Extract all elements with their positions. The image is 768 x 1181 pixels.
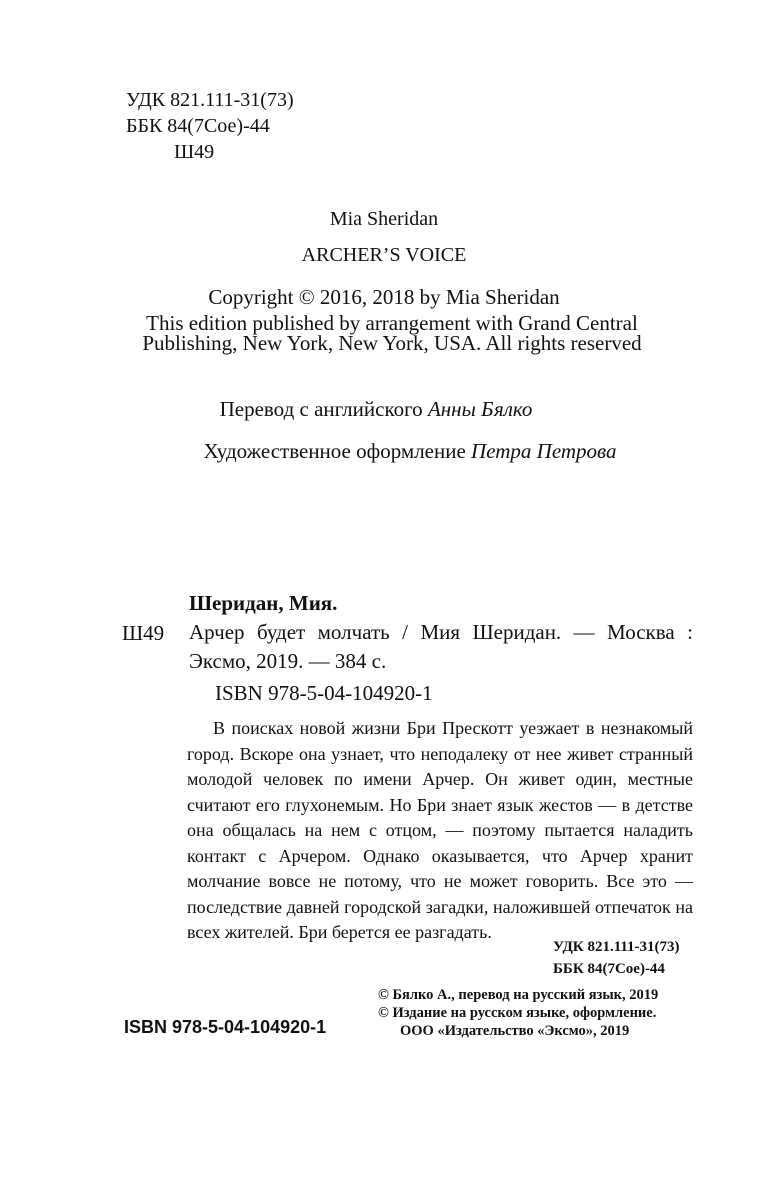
copyright-notices: [378, 986, 658, 1040]
footer-isbn: ISBN 978-5-04-104920-1: [124, 1017, 327, 1037]
translator-name: Анны Бялко: [427, 397, 533, 421]
copyright-translation: © Бялко А., перевод на русский язык, 2019: [378, 987, 659, 1003]
original-title: ARCHER’S VOICE: [301, 244, 467, 266]
design-credit: [26, 439, 768, 464]
bibliographic-author: Шеридан, Мия.: [189, 591, 338, 615]
edition-line-1: This edition published by arrangement with Grand Central: [146, 311, 638, 335]
copyright-design-1: © Издание на русском языке, оформление.: [378, 1005, 657, 1021]
bibliographic-code: Ш49: [122, 621, 165, 645]
bottom-classification: [553, 936, 680, 980]
design-label: Художественное оформление: [203, 439, 466, 463]
author-mark: Ш49: [174, 141, 215, 163]
bbk-code: ББК 84(7Сое)-44: [126, 115, 270, 137]
bottom-udk: УДК 821.111-31(73): [553, 939, 680, 955]
bottom-bbk: ББК 84(7Сое)-44: [553, 961, 665, 977]
bibliographic-isbn: ISBN 978-5-04-104920-1: [215, 681, 433, 705]
classification-block: [126, 87, 294, 165]
translation-credit: [0, 397, 760, 422]
original-author: Mia Sheridan: [329, 208, 439, 230]
bibliographic-description: Арчер будет молчать / Мия Шеридан. — Москва : Эксмо, 2019. — 384 с.: [189, 620, 693, 673]
copyright-design-2: ООО «Издательство «Эксмо», 2019: [400, 1023, 630, 1039]
udk-code: УДК 821.111-31(73): [126, 89, 294, 111]
designer-name: Петра Петрова: [471, 439, 617, 463]
edition-line-2: Publishing, New York, New York, USA. All rights reserved: [142, 331, 642, 355]
translation-label: Перевод с английского: [219, 397, 423, 421]
original-copyright: Copyright © 2016, 2018 by Mia Sheridan: [208, 285, 560, 309]
annotation: В поисках новой жизни Бри Прескотт уезжает в незнакомый город. Вскоре она узнает, что неподалеку от нее живет странный молодой человек по имени Арчер. Он живет один, местные считают его глухонемым. Но Бри знает язык жестов — в детстве она общалась на нем с отцом, — поэтому пытается наладить контакт с Арчером. Однако оказывается, что Арчер хранит молчание вовсе не потому, что не может говорить. Все это — последствие давней городской загадки, наложившей отпечаток на всех жителей. Бри берется ее разгадать.: [187, 718, 693, 942]
